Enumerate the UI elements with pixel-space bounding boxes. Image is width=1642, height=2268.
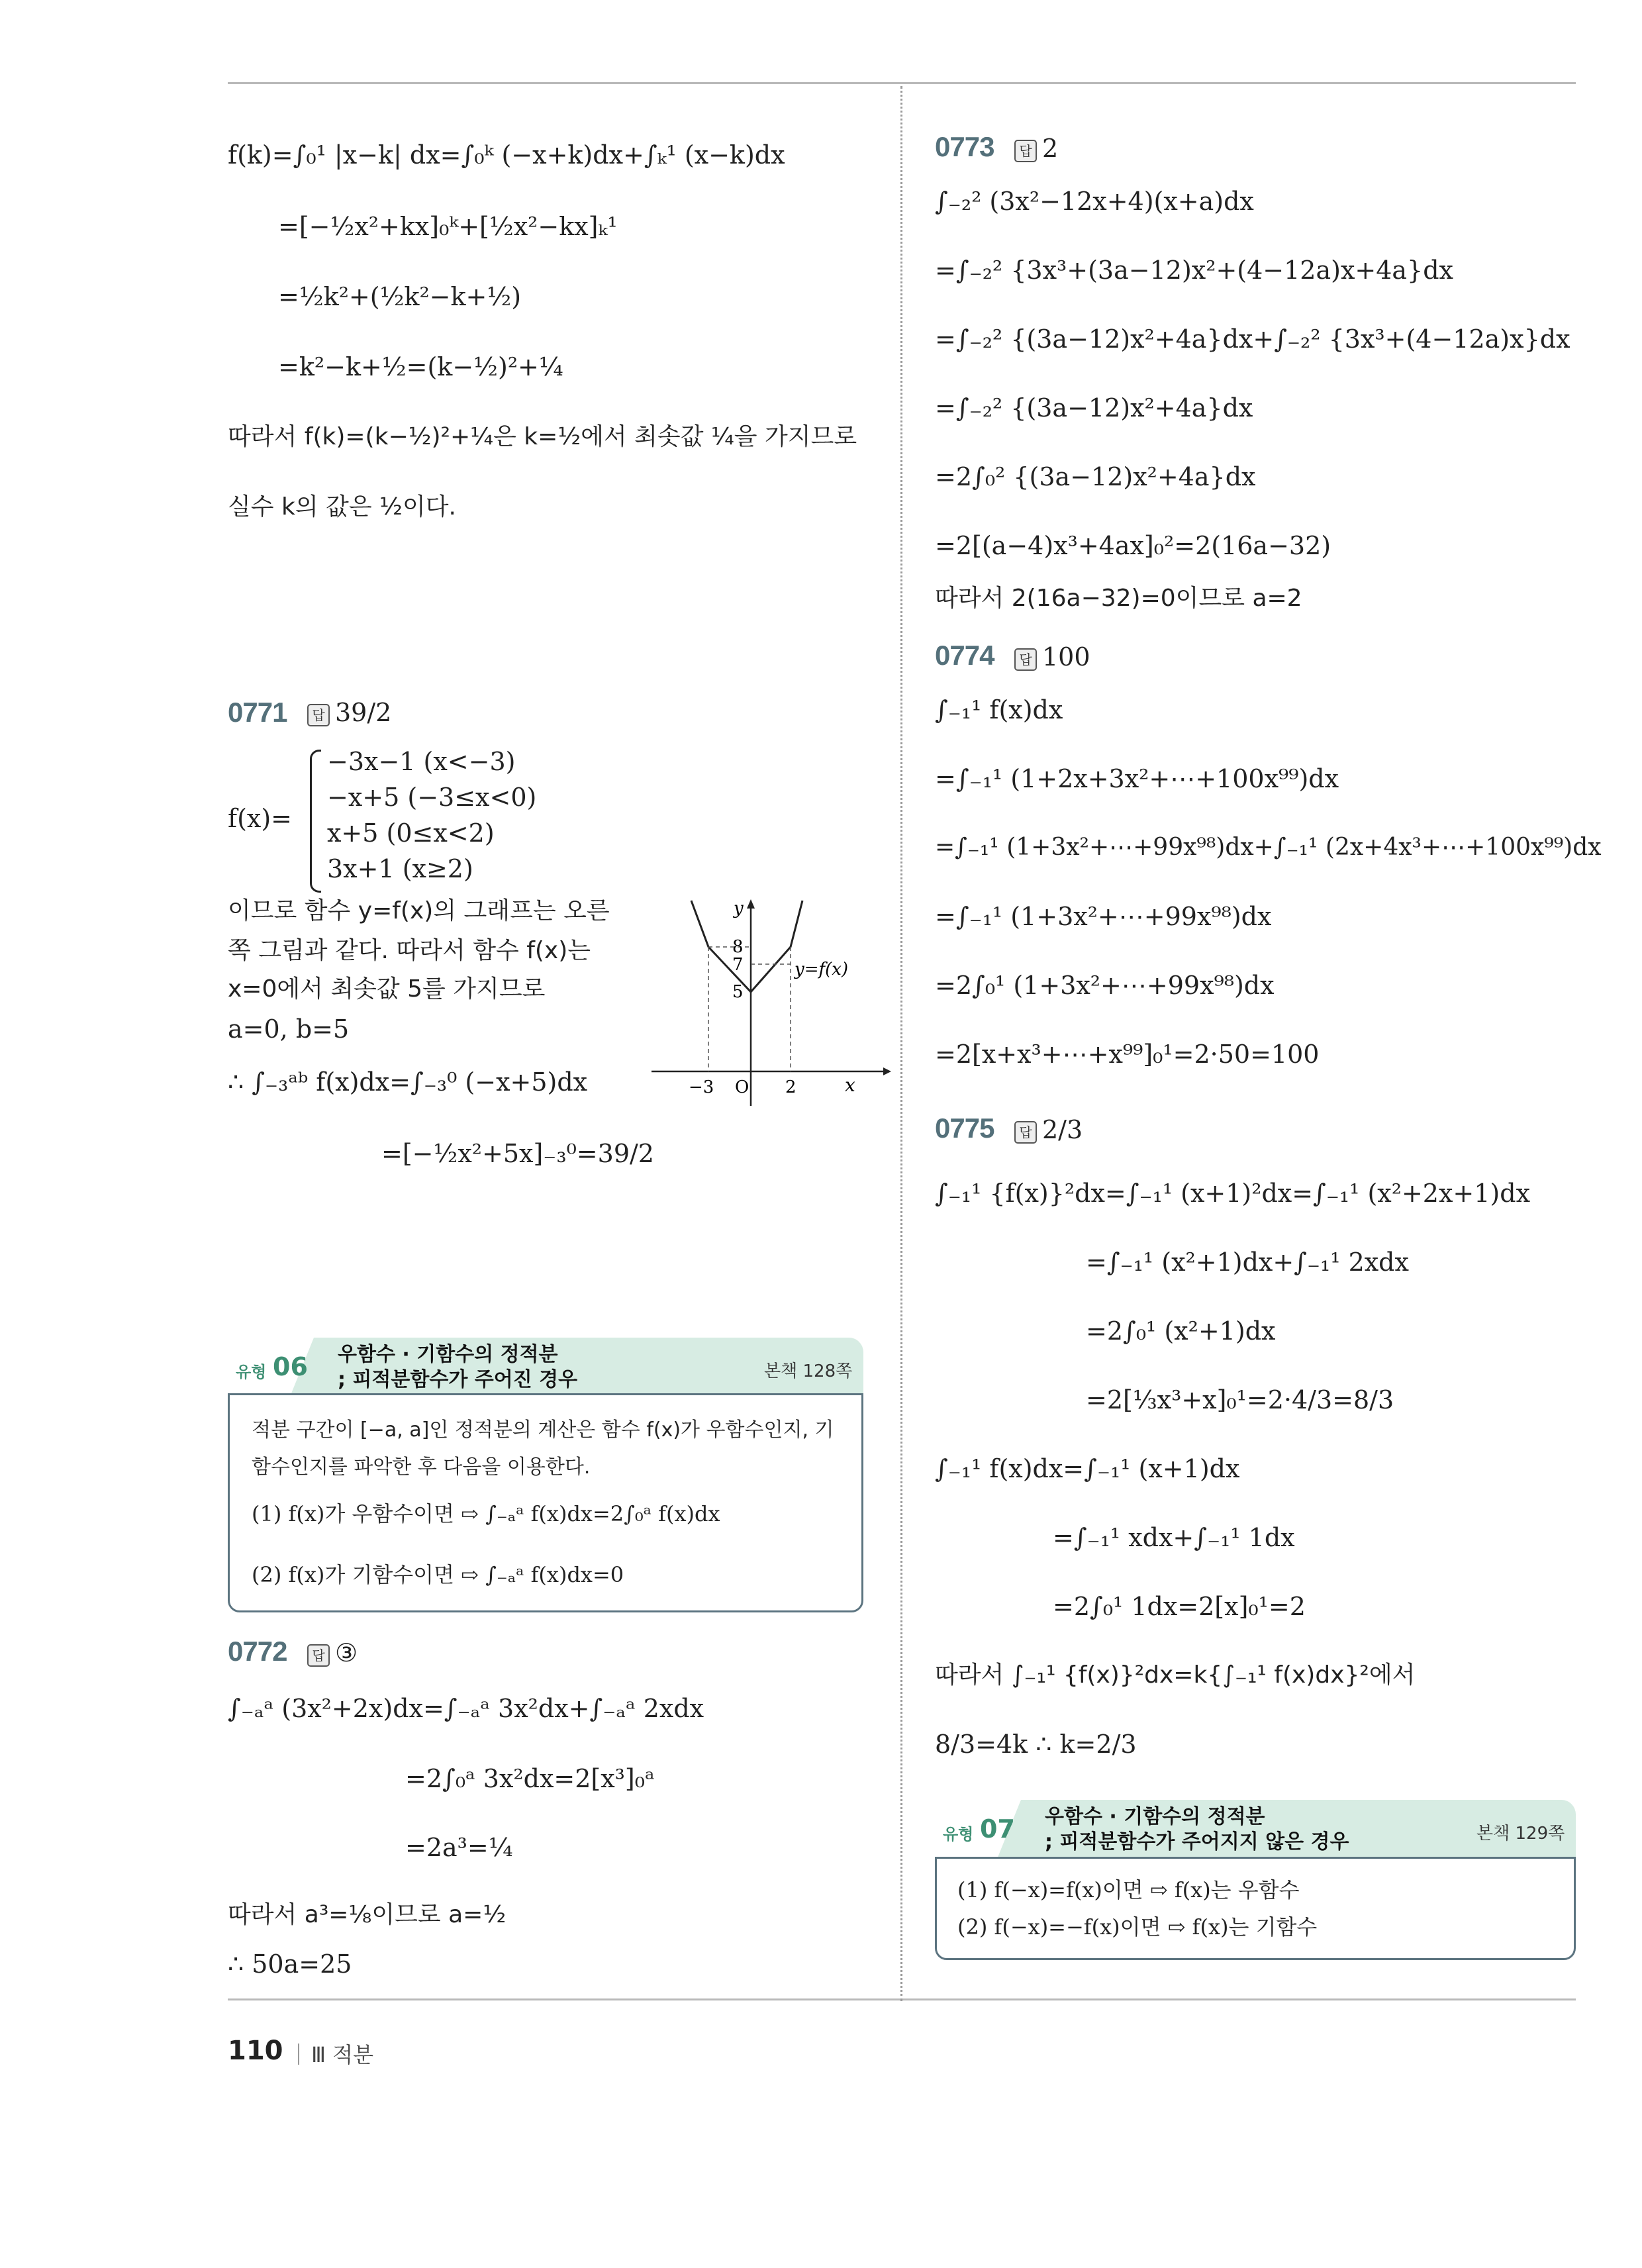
answer-value: ③ — [335, 1638, 358, 1667]
type-06-title-1: 우함수 · 기함수의 정적분 — [338, 1343, 558, 1366]
answer-value: 2 — [1042, 134, 1059, 163]
x-axis-label: x — [845, 1074, 855, 1096]
type-06-title-2: ; 피적분함수가 주어진 경우 — [338, 1368, 578, 1391]
chapter-label — [298, 2038, 373, 2069]
sol-0774-line-1: ∫₋₁¹ f(x)dx — [935, 695, 1063, 724]
sol-0775-line-3: =2∫₀¹ (x²+1)dx — [1086, 1316, 1276, 1346]
sol-0775-line-6: =∫₋₁¹ xdx+∫₋₁¹ 1dx — [1053, 1523, 1295, 1552]
problem-number-0771: 0771 — [228, 697, 287, 728]
sol-0774-line-2: =∫₋₁¹ (1+2x+3x²+⋯+100x⁹⁹)dx — [935, 764, 1339, 793]
answer-icon: 답 — [307, 1644, 330, 1667]
sol-0772-line-4: 따라서 a³=⅛이므로 a=½ — [228, 1901, 507, 1928]
type-07-body-line-2: (2) f(−x)=−f(x)이면 ⇨ f(x)는 기함수 — [957, 1914, 1318, 1940]
sol-0773-line-5: =2∫₀² {(3a−12)x²+4a}dx — [935, 462, 1256, 491]
sol-0773-line-3: =∫₋₂² {(3a−12)x²+4a}dx+∫₋₂² {3x³+(4−12a)x}dx — [935, 324, 1570, 354]
answer-icon: 답 — [307, 704, 330, 726]
answer-icon: 답 — [1014, 1121, 1037, 1144]
type-06-body-line-3: (1) f(x)가 우함수이면 ⇨ ∫₋ₐᵃ f(x)dx=2∫₀ᵃ f(x)dx — [252, 1501, 720, 1526]
sol-0771-line-2: 쪽 그림과 같다. 따라서 함수 f(x)는 — [228, 937, 591, 964]
type-07-title-2: ; 피적분함수가 주어지지 않은 경우 — [1045, 1830, 1349, 1853]
sol-0771-line-1: 이므로 함수 y=f(x)의 그래프는 오른 — [228, 897, 610, 924]
intro-line-2: =[−½x²+kx]₀ᵏ+[½x²−kx]ₖ¹ — [278, 212, 618, 241]
sol-0772-line-2: =2∫₀ᵃ 3x²dx=2[x³]₀ᵃ — [405, 1764, 655, 1793]
answer-value: 39/2 — [335, 698, 392, 727]
type-07-number: 07 — [980, 1814, 1015, 1844]
sol-0771-line-3: x=0에서 최솟값 5를 가지므로 — [228, 975, 546, 1003]
sol-0775-line-7: =2∫₀¹ 1dx=2[x]₀¹=2 — [1053, 1592, 1306, 1621]
curve-label: y=f(x) — [795, 960, 849, 979]
sol-0773-line-6: =2[(a−4)x³+4ax]₀²=2(16a−32) — [935, 531, 1331, 560]
type-07-ref: 본책 129쪽 — [1476, 1824, 1565, 1844]
sol-0774-line-5: =2∫₀¹ (1+3x²+⋯+99x⁹⁸)dx — [935, 971, 1275, 1000]
sol-0774-line-4: =∫₋₁¹ (1+3x²+⋯+99x⁹⁸)dx — [935, 902, 1272, 931]
sol-0775-line-9: 8/3=4k ∴ k=2/3 — [935, 1730, 1137, 1759]
problem-number-0775: 0775 — [935, 1112, 994, 1144]
type-07-header — [935, 1800, 1576, 1859]
piece-1: −3x−1 (x<−3) — [327, 747, 516, 776]
type-06-ref: 본책 128쪽 — [764, 1361, 853, 1381]
type-06-label: 유형 — [236, 1363, 267, 1381]
answer-0774 — [1014, 641, 1090, 673]
problem-number-0774: 0774 — [935, 640, 994, 671]
type-06-number: 06 — [273, 1352, 308, 1381]
sol-0771-line-4: a=0, b=5 — [228, 1014, 350, 1044]
type-07-title-1: 우함수 · 기함수의 정적분 — [1045, 1805, 1265, 1828]
sol-0772-line-5: ∴ 50a=25 — [228, 1949, 352, 1979]
graph-0771 — [652, 894, 896, 1112]
sol-0774-line-6: =2[x+x³+⋯+x⁹⁹]₀¹=2·50=100 — [935, 1040, 1320, 1069]
type-06-body-line-1: 적분 구간이 [−a, a]인 정적분의 계산은 함수 f(x)가 우함수인지, 기 — [252, 1418, 834, 1442]
sol-0773-line-4: =∫₋₂² {(3a−12)x²+4a}dx — [935, 393, 1253, 422]
answer-0773 — [1014, 132, 1058, 164]
top-rule — [228, 82, 1576, 84]
y-axis-arrow — [747, 899, 755, 909]
y-tick-5: 5 — [732, 982, 744, 1002]
problem-number-0772: 0772 — [228, 1636, 287, 1667]
y-tick-8: 8 — [732, 937, 744, 957]
piece-4: 3x+1 (x≥2) — [327, 854, 473, 883]
sol-0771-line-6: =[−½x²+5x]₋₃⁰=39/2 — [381, 1139, 654, 1168]
sol-0775-line-4: =2[⅓x³+x]₀¹=2·4/3=8/3 — [1086, 1385, 1394, 1414]
y-tick-7: 7 — [732, 955, 744, 975]
sol-0775-line-2: =∫₋₁¹ (x²+1)dx+∫₋₁¹ 2xdx — [1086, 1248, 1409, 1277]
answer-icon: 답 — [1014, 140, 1037, 162]
type-07-body-line-1: (1) f(−x)=f(x)이면 ⇨ f(x)는 우함수 — [957, 1877, 1300, 1902]
sol-0775-line-1: ∫₋₁¹ {f(x)}²dx=∫₋₁¹ (x+1)²dx=∫₋₁¹ (x²+2x+1)dx — [935, 1179, 1530, 1208]
origin-label: O — [735, 1077, 749, 1097]
type-07-body — [935, 1857, 1576, 1960]
piece-2: −x+5 (−3≤x<0) — [327, 783, 537, 812]
answer-0771 — [307, 697, 391, 728]
function-curve — [691, 901, 802, 992]
intro-line-3: =½k²+(½k²−k+½) — [278, 282, 522, 311]
x-tick-2: 2 — [785, 1077, 797, 1097]
piecewise-label: f(x)= — [228, 804, 292, 833]
type-06-body-line-2: 함수인지를 파악한 후 다음을 이용한다. — [252, 1455, 591, 1479]
problem-number-0773: 0773 — [935, 131, 994, 162]
sol-0775-line-5: ∫₋₁¹ f(x)dx=∫₋₁¹ (x+1)dx — [935, 1454, 1240, 1483]
intro-line-5: 따라서 f(k)=(k−½)²+¼은 k=½에서 최솟값 ¼을 가지므로 — [228, 423, 857, 450]
piecewise-brace — [310, 750, 321, 893]
sol-0771-line-5: ∴ ∫₋₃ᵃᵇ f(x)dx=∫₋₃⁰ (−x+5)dx — [228, 1067, 588, 1097]
chapter-title: Ⅲ 적분 — [311, 2042, 374, 2067]
answer-value: 2/3 — [1042, 1115, 1083, 1144]
sol-0773-line-1: ∫₋₂² (3x²−12x+4)(x+a)dx — [935, 187, 1254, 216]
page-number: 110 — [228, 2036, 283, 2066]
answer-0775 — [1014, 1114, 1083, 1146]
intro-line-4: =k²−k+½=(k−½)²+¼ — [278, 352, 563, 381]
column-divider — [900, 86, 902, 2001]
y-axis-label: y — [734, 899, 744, 918]
x-tick-neg3: −3 — [689, 1077, 714, 1097]
sol-0775-line-8: 따라서 ∫₋₁¹ {f(x)}²dx=k{∫₋₁¹ f(x)dx}²에서 — [935, 1661, 1416, 1689]
type-07-label: 유형 — [943, 1825, 974, 1844]
type-06-body-line-4: (2) f(x)가 기함수이면 ⇨ ∫₋ₐᵃ f(x)dx=0 — [252, 1562, 624, 1587]
answer-icon: 답 — [1014, 648, 1037, 671]
piece-3: x+5 (0≤x<2) — [327, 818, 495, 848]
sol-0774-line-3: =∫₋₁¹ (1+3x²+⋯+99x⁹⁸)dx+∫₋₁¹ (2x+4x³+⋯+100x⁹⁹)dx — [935, 834, 1602, 861]
sol-0772-line-3: =2a³=¼ — [405, 1833, 513, 1862]
intro-line-6: 실수 k의 값은 ½이다. — [228, 493, 456, 520]
type-06-header — [228, 1338, 863, 1397]
answer-value: 100 — [1042, 642, 1090, 671]
intro-line-1: f(k)=∫₀¹ |x−k| dx=∫₀ᵏ (−x+k)dx+∫ₖ¹ (x−k)dx — [228, 140, 785, 170]
sol-0773-line-2: =∫₋₂² {3x³+(3a−12)x²+(4−12a)x+4a}dx — [935, 256, 1453, 285]
sol-0773-line-7: 따라서 2(16a−32)=0이므로 a=2 — [935, 585, 1302, 612]
sol-0772-line-1: ∫₋ₐᵃ (3x²+2x)dx=∫₋ₐᵃ 3x²dx+∫₋ₐᵃ 2xdx — [228, 1694, 704, 1723]
x-axis-arrow — [883, 1067, 891, 1075]
answer-0772 — [307, 1637, 358, 1669]
